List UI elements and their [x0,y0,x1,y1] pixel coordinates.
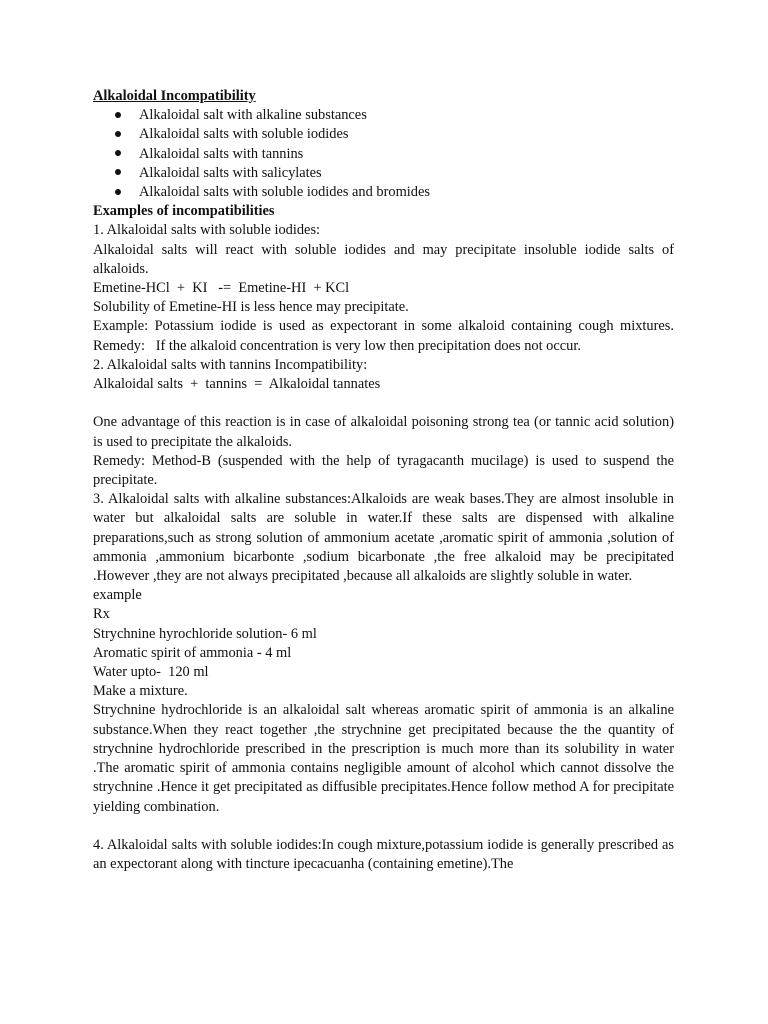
list-item-text: Alkaloidal salt with alkaline substances [139,107,367,124]
prescription-line: Make a mixture. [93,683,188,700]
section1-heading: 1. Alkaloidal salts with soluble iodides: [93,222,321,239]
blank-line [93,394,674,413]
prescription-line: Aromatic spirit of ammonia - 4 ml [93,644,292,661]
list-item [93,106,674,125]
prescription-line: Strychnine hyrochloride solution- 6 ml [93,625,317,642]
incompatibility-list [93,106,674,202]
bullet-icon [115,131,121,137]
list-item-text: Alkaloidal salts with tannins [139,145,304,162]
bullet-icon [115,189,121,195]
list-item [93,125,674,144]
bullet-icon [115,112,121,118]
section2-advantage: One advantage of this reaction is in case of alkaloidal poisoning strong tea (or tannic acid solution) is used to precipitate the alkaloids. [93,414,674,450]
section1-solubility: Solubility of Emetine-HI is less hence may precipitate. [93,299,409,316]
document-page [93,87,678,874]
section3-example-label: example [93,587,142,604]
section4-text: 4. Alkaloidal salts with soluble iodides:In cough mixture,potassium iodide is generally prescribed as an expectorant along with tincture ipecacuanha (containing emetine).The [93,836,674,873]
document-title: Alkaloidal Incompatibility [93,88,256,104]
section1-text: Alkaloidal salts will react with soluble iodides and may precipitate insoluble iodide salts of alkaloids. [93,241,674,277]
bullet-icon [115,169,121,175]
section1-equation: Emetine-HCl + KI -= Emetine-HI + KCl [93,280,350,297]
prescription-line: Water upto- 120 ml [93,664,209,681]
section2-remedy: Remedy: Method-B (suspended with the help of tyragacanth mucilage) is used to suspend the precipitate. [93,452,674,489]
list-item-text: Alkaloidal salts with soluble iodides [139,126,349,143]
bullet-icon [115,150,121,156]
list-item-text: Alkaloidal salts with soluble iodides and bromides [139,184,430,201]
list-item [93,164,674,183]
list-item [93,145,674,164]
section2-heading: 2. Alkaloidal salts with tannins Incompatibility: [93,356,368,373]
examples-heading: Examples of incompatibilities [93,203,275,220]
section3-explanation: Strychnine hydrochloride is an alkaloidal salt whereas aromatic spirit of ammonia is an alkaline substance.When they react together ,the strychnine get precipitated because the the quantity of strychnine hydrochloride prescribed in the prescription is much more than its solubility in water .The aromatic spirit of ammonia contains negligible amount of alcohol which cannot dissolve the strychnine .Hence it get precipitated as diffusible precipitates.Hence follow method A for precipitate yielding combination. [93,702,674,815]
section3-text: 3. Alkaloidal salts with alkaline substances:Alkaloids are weak bases.They are almost insoluble in water but alkaloidal salts are soluble in water.If these salts are dispensed with alkaline preparations,such as strong solution of ammonium acetate ,aromatic spirit of ammonia ,solution of ammonia ,ammonium bicarbonte ,sodium bicarbonate ,the free alkaloid may be precipitated .However ,they are not always precipitated ,because all alkaloids are slightly soluble in water. [93,491,674,585]
list-item-text: Alkaloidal salts with salicylates [139,164,322,181]
section2-equation: Alkaloidal salts + tannins = Alkaloidal tannates [93,376,381,393]
section1-example: Example: Potassium iodide is used as expectorant in some alkaloid containing cough mixtures. Remedy: If the alkaloid concentration is very low then precipitation does not occur. [93,318,678,354]
list-item [93,183,674,202]
prescription-rx: Rx [93,606,110,623]
blank-line [93,817,674,836]
